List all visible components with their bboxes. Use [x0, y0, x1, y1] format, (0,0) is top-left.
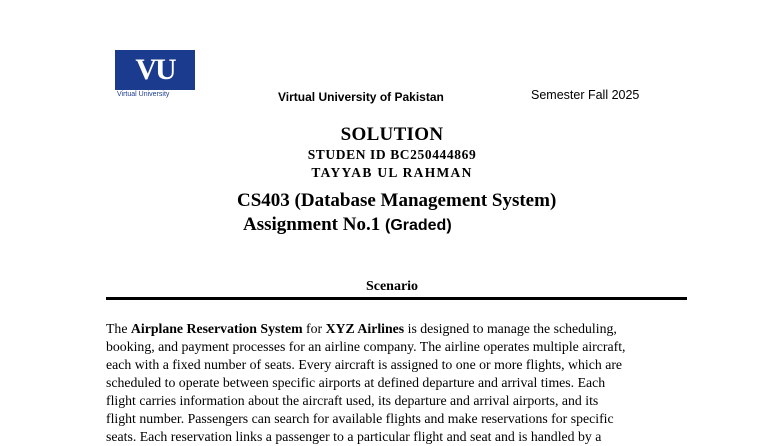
- vu-logo-caption: Virtual University: [117, 91, 170, 98]
- scenario-heading: Scenario: [365, 279, 419, 294]
- assignment-number: Assignment No.1: [243, 214, 381, 235]
- student-id: STUDEN ID BC250444869: [307, 147, 477, 162]
- vu-logo: [115, 50, 195, 100]
- line-text: for: [302, 321, 326, 336]
- semester-label: Semester Fall 2025: [531, 88, 640, 102]
- scenario-paragraph: [106, 320, 688, 446]
- assignment-title: [243, 214, 452, 236]
- paragraph-line: flight carries information about the aircraft used, its departure and arrival airports, and its: [106, 393, 599, 408]
- section-divider: [106, 297, 687, 300]
- university-name: Virtual University of Pakistan: [278, 90, 444, 104]
- paragraph-line: [106, 320, 688, 338]
- paragraph-line: flight number. Passengers can search for available flights and make reservations for specific: [106, 411, 614, 426]
- course-title: CS403 (Database Management System): [237, 190, 557, 211]
- line-text: is designed to manage the scheduling,: [404, 321, 617, 336]
- paragraph-line: booking, and payment processes for an airline company. The airline operates multiple aircraft,: [106, 339, 626, 354]
- system-name: Airplane Reservation System: [130, 321, 303, 336]
- vu-logo-mark: VU: [115, 50, 195, 90]
- student-name: TAYYAB UL RAHMAN: [311, 165, 473, 180]
- paragraph-line: each with a fixed number of seats. Every aircraft is assigned to one or more flights, which are: [106, 357, 623, 372]
- solution-heading: SOLUTION: [340, 124, 444, 145]
- graded-label: (Graded): [384, 217, 452, 234]
- paragraph-line: seats. Each reservation links a passenger to a particular flight and seat and is handled by a: [106, 429, 602, 444]
- paragraph-line: scheduled to operate between specific airports at defined departure and arrival times. Each: [106, 375, 606, 390]
- line-text: The: [106, 321, 131, 336]
- airline-name: XYZ Airlines: [325, 321, 405, 336]
